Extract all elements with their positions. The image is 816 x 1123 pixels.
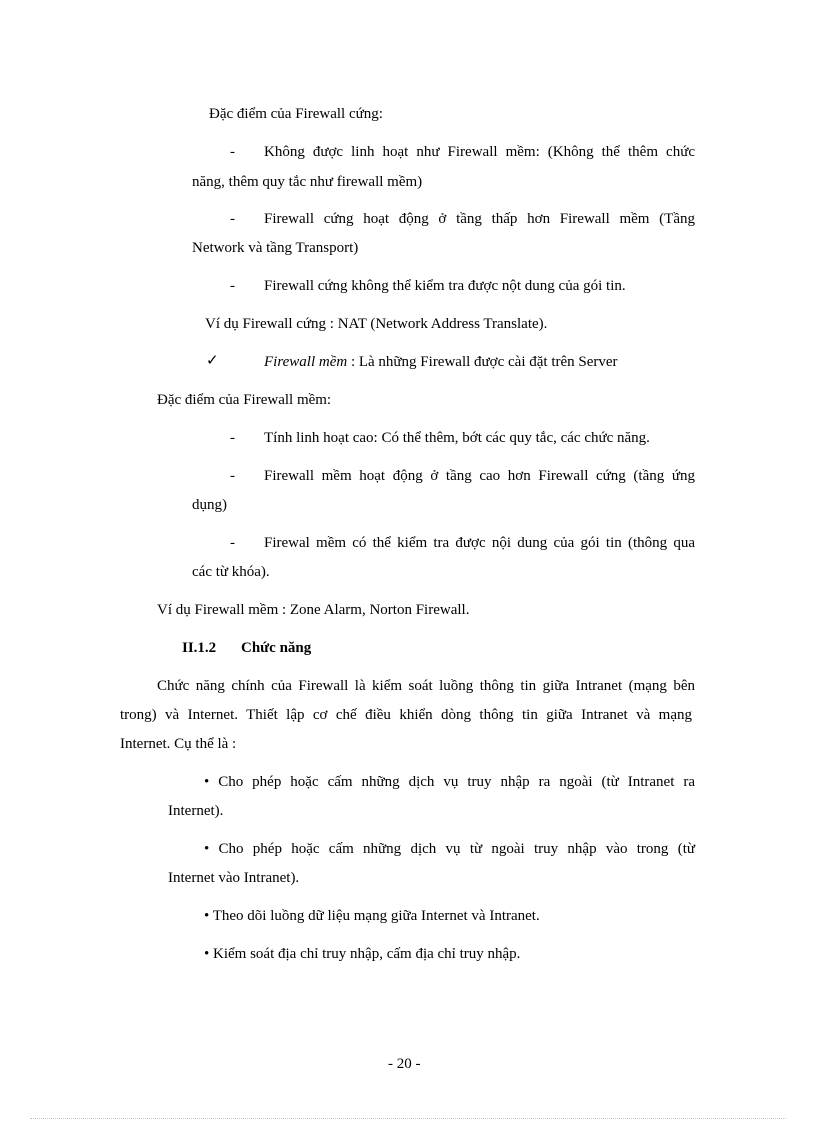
- sw-title-line: [264, 352, 618, 372]
- hw-item2-dash: -: [230, 211, 235, 227]
- func-bullet1-line1: • Cho phép hoặc cấm những dịch vụ truy nhập ra ngoài (từ Intranet ra: [204, 774, 695, 790]
- hw-item2-line1: Firewall cứng hoạt động ở tầng thấp hơn Firewall mềm (Tầng: [264, 211, 695, 227]
- sw-title: Firewall mềm: [264, 354, 348, 370]
- sw-item3-dash: -: [230, 535, 235, 551]
- func-bullet1-line2: Internet).: [168, 803, 224, 819]
- sw-example: Ví dụ Firewall mềm : Zone Alarm, Norton Firewall.: [157, 602, 470, 618]
- sw-item2-line1: Firewall mềm hoạt động ở tầng cao hơn Firewall cứng (tầng ứng: [264, 468, 695, 484]
- func-para-line3: Internet. Cụ thể là :: [120, 736, 237, 752]
- sw-item3-line2: các từ khóa).: [192, 564, 270, 580]
- hw-item1-line2: năng, thêm quy tắc như firewall mềm): [192, 174, 423, 190]
- hw-example: Ví dụ Firewall cứng : NAT (Network Address Translate).: [205, 316, 548, 332]
- checkmark-icon: ✓: [206, 351, 219, 369]
- func-bullet4: • Kiểm soát địa chỉ truy nhập, cấm địa chỉ truy nhập.: [204, 946, 521, 962]
- func-bullet2-line2: Internet vào Intranet).: [168, 870, 300, 886]
- func-bullet2-line1: • Cho phép hoặc cấm những dịch vụ từ ngoài truy nhập vào trong (từ: [204, 841, 695, 857]
- page-number: - 20 -: [388, 1056, 421, 1072]
- section-title: Chức năng: [241, 640, 312, 656]
- sw-heading: Đặc điểm của Firewall mềm:: [157, 392, 332, 408]
- section-number: II.1.2: [182, 640, 217, 656]
- sw-item2-dash: -: [230, 468, 235, 484]
- func-para-line2: trong) và Internet. Thiết lập cơ chế điều khiển dòng thông tin giữa Intranet và mạng: [120, 707, 692, 723]
- sw-item2-line2: dụng): [192, 497, 227, 513]
- sw-item1: Tính linh hoạt cao: Có thể thêm, bớt các quy tắc, các chức năng.: [264, 430, 650, 446]
- sw-item1-dash: -: [230, 430, 235, 446]
- sw-title-rest: : Là những Firewall được cài đặt trên Server: [347, 354, 618, 370]
- hw-heading: Đặc điểm của Firewall cứng:: [209, 106, 383, 122]
- hw-item3: Firewall cứng không thể kiểm tra được nột dung của gói tin.: [264, 278, 626, 294]
- hw-item1-line1: Không được linh hoạt như Firewall mềm: (Không thể thêm chức: [264, 144, 695, 160]
- hw-item2-line2: Network và tầng Transport): [192, 240, 359, 256]
- func-bullet3: • Theo dõi luồng dữ liệu mạng giữa Internet và Intranet.: [204, 908, 540, 924]
- func-para-line1: Chức năng chính của Firewall là kiểm soát luồng thông tin giữa Intranet (mạng bên: [157, 678, 695, 694]
- hw-item3-dash: -: [230, 278, 235, 294]
- hw-item1-dash: -: [230, 144, 235, 160]
- sw-item3-line1: Firewal mềm có thể kiểm tra được nội dung của gói tin (thông qua: [264, 535, 695, 551]
- page-bottom-rule: [30, 1118, 786, 1119]
